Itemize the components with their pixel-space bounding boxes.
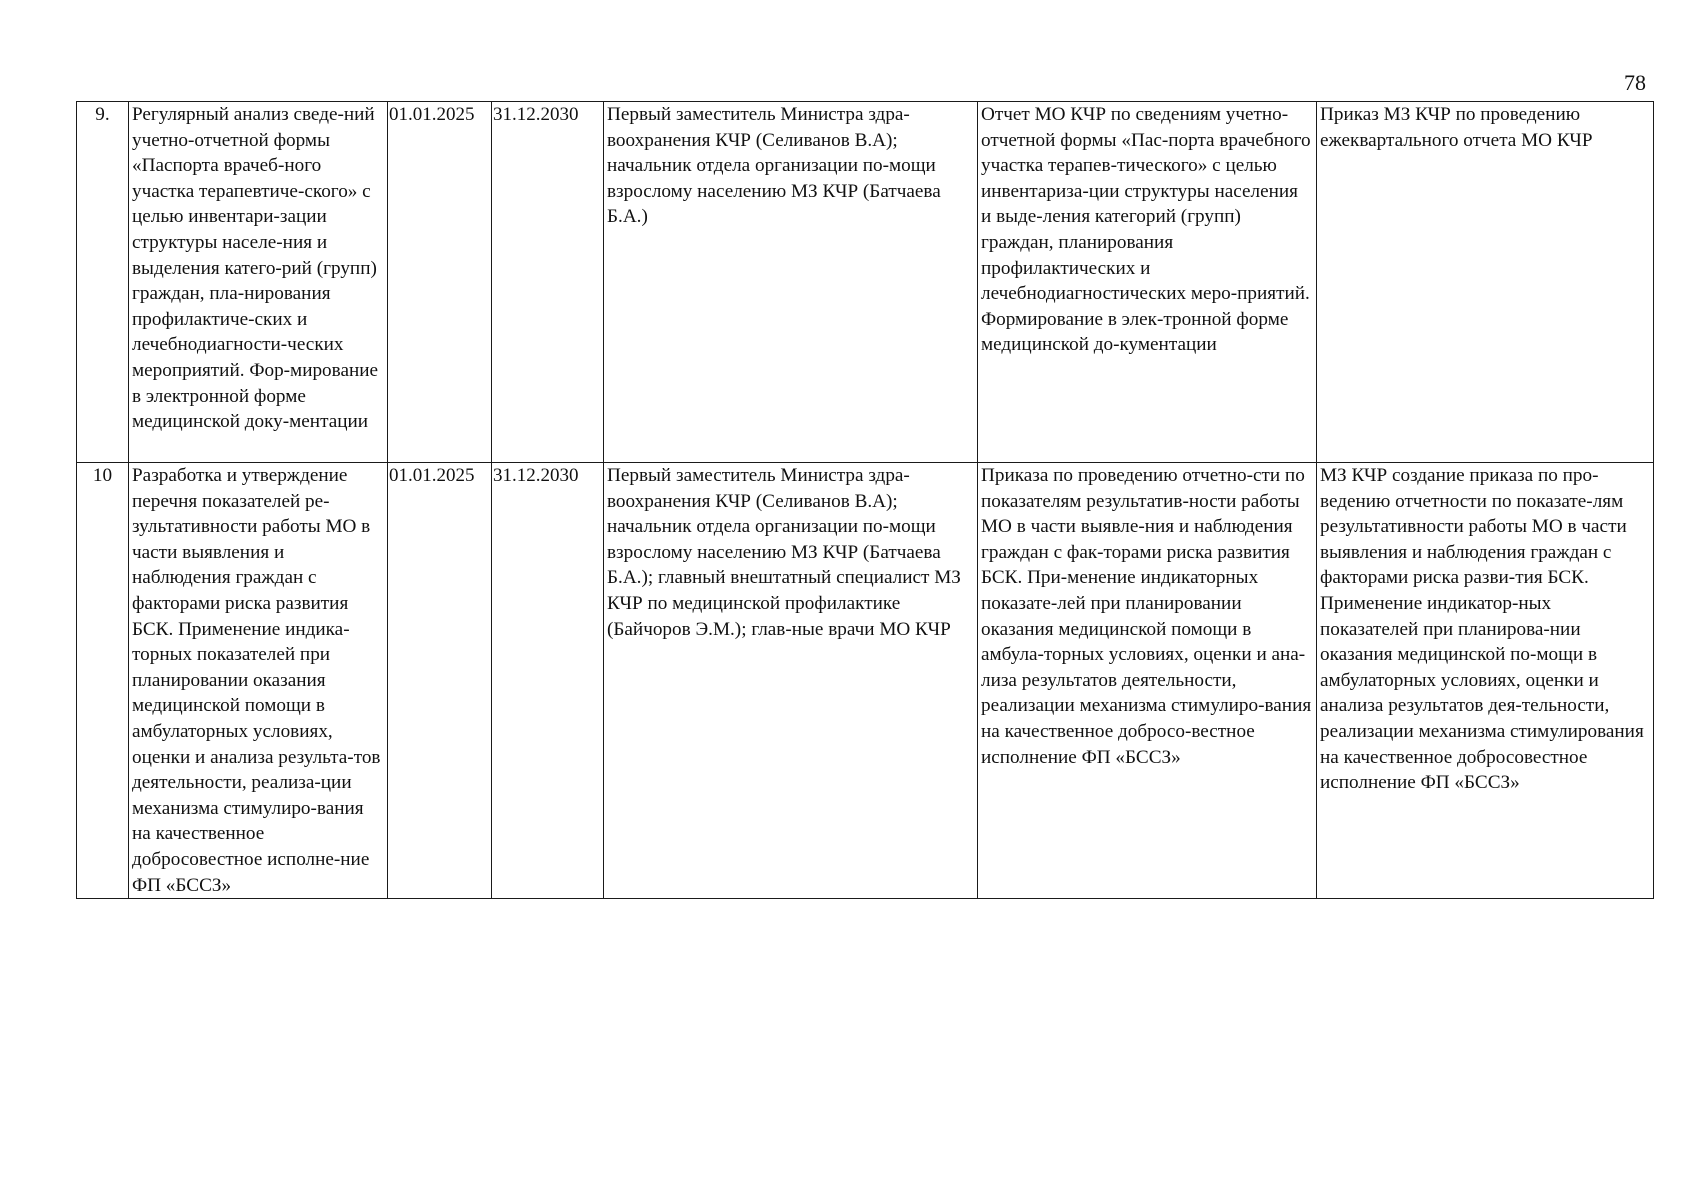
table-row <box>77 102 1654 463</box>
result-cell: Отчет МО КЧР по сведениям учетно-отчетной формы «Пас-порта врачебного участка терапев-тического» с целью инвентариза-ции структуры населения и выде-ления категорий (групп) граждан, планирования профилактических и лечебнодиагностических меро-приятий. Формирование в элек-тронной форме медицинской до-кументации <box>978 102 1317 463</box>
row-number-cell: 9. <box>77 102 129 463</box>
table-row <box>77 463 1654 899</box>
page-number: 78 <box>1624 70 1646 95</box>
end-date-cell: 31.12.2030 <box>492 463 604 899</box>
document-cell: МЗ КЧР создание приказа по про-ведению отчетности по показате-лям результативности работы МО в части выявления и наблюдения граждан с факторами риска разви-тия БСК. Применение индикатор-ных показателей при планирова-нии оказания медицинской по-мощи в амбулаторных условиях, оценки и анализа результатов дея-тельности, реализации механизма стимулирования на качественное добросовестное исполнение ФП «БССЗ» <box>1317 463 1654 899</box>
document-cell: Приказ МЗ КЧР по проведению ежеквартального отчета МО КЧР <box>1317 102 1654 463</box>
start-date-cell: 01.01.2025 <box>388 102 492 463</box>
start-date-cell: 01.01.2025 <box>388 463 492 899</box>
responsible-cell: Первый заместитель Министра здра-воохранения КЧР (Селиванов В.А); начальник отдела организации по-мощи взрослому населению МЗ КЧР (Батчаева Б.А.); главный внештатный специалист МЗ КЧР по медицинской профилактике (Байчоров Э.М.); глав-ные врачи МО КЧР <box>604 463 978 899</box>
result-cell: Приказа по проведению отчетно-сти по показателям результатив-ности работы МО в части выявле-ния и наблюдения граждан с фак-торами риска развития БСК. При-менение индикаторных показате-лей при планировании оказания медицинской помощи в амбула-торных условиях, оценки и ана-лиза результатов деятельности, реализации механизма стимулиро-вания на качественное добросо-вестное исполнение ФП «БССЗ» <box>978 463 1317 899</box>
event-cell: Регулярный анализ сведе-ний учетно-отчетной формы «Паспорта врачеб-ного участка терапевтиче-ского» с целью инвентари-зации структуры населе-ния и выделения катего-рий (групп) граждан, пла-нирования профилактиче-ских и лечебнодиагности-ческих мероприятий. Фор-мирование в электронной форме медицинской доку-ментации <box>129 102 388 463</box>
plan-table <box>76 101 1654 899</box>
responsible-cell: Первый заместитель Министра здра-воохранения КЧР (Селиванов В.А); начальник отдела организации по-мощи взрослому населению МЗ КЧР (Батчаева Б.А.) <box>604 102 978 463</box>
event-cell: Разработка и утверждение перечня показателей ре-зультативности работы МО в части выявления и наблюдения граждан с факторами риска развития БСК. Применение индика-торных показателей при планировании оказания медицинской помощи в амбулаторных условиях, оценки и анализа результа-тов деятельности, реализа-ции механизма стимулиро-вания на качественное добросовестное исполне-ние ФП «БССЗ» <box>129 463 388 899</box>
row-number-cell: 10 <box>77 463 129 899</box>
end-date-cell: 31.12.2030 <box>492 102 604 463</box>
